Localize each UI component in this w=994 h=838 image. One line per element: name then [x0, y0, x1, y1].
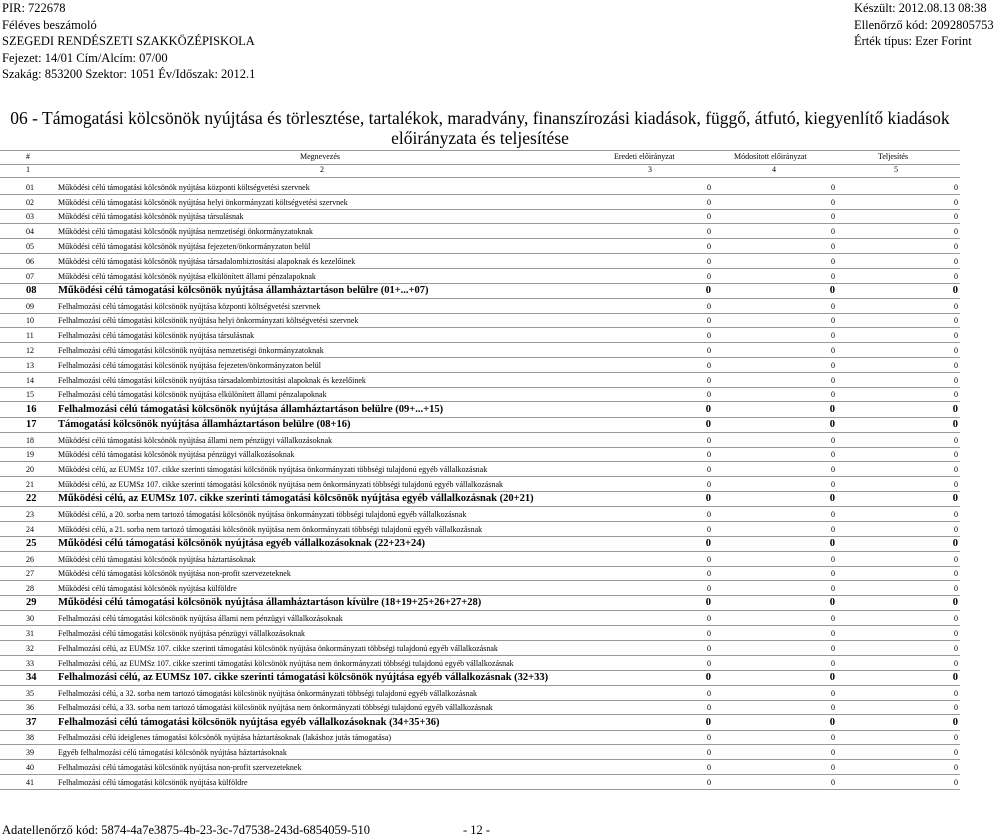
- row-name: Felhalmozási célú támogatási kölcsönök nyújtása társulásnak: [58, 331, 255, 341]
- table-row: [0, 567, 960, 582]
- report-title-line-2: előirányzata és teljesítése: [391, 128, 569, 148]
- table-row: [0, 671, 960, 686]
- row-original-value: 0: [707, 777, 711, 787]
- row-modified-value: 0: [831, 614, 835, 624]
- row-number: 26: [26, 554, 34, 564]
- table-row: [0, 180, 960, 195]
- row-modified-value: 0: [831, 450, 835, 460]
- report-type: Féléves beszámoló: [2, 17, 97, 32]
- row-modified-value: 0: [831, 688, 835, 698]
- table-row: [0, 284, 960, 299]
- row-original-value: 0: [707, 748, 711, 758]
- row-name: Működési célú, az EUMSz 107. cikke szerinti támogatási kölcsönök nyújtása egyéb vállalkozásnak (20+21): [58, 493, 534, 505]
- row-modified-value: 0: [829, 403, 835, 415]
- row-name: Felhalmozási célú támogatási kölcsönök nyújtása állami nem pénzügyi vállalkozásoknak: [58, 614, 343, 624]
- report-title-line-1: 06 - Támogatási kölcsönök nyújtása és törlesztése, tartalékok, maradvány, finanszírozási kiadások, függő, átfutó, kiegyenlítő kiadások: [10, 108, 950, 128]
- row-number: 34: [26, 671, 37, 683]
- chapter-info: Fejezet: 14/01 Cím/Alcím: 07/00: [2, 50, 168, 65]
- row-original-value: 0: [705, 418, 711, 430]
- row-original-value: 0: [707, 584, 711, 594]
- row-original-value: 0: [707, 345, 711, 355]
- table-row: [0, 433, 960, 448]
- row-number: 39: [26, 748, 34, 758]
- row-original-value: 0: [707, 465, 711, 475]
- row-name: Működési célú, az EUMSz 107. cikke szerinti támogatási kölcsönök nyújtása nem önkormányzati többségi tulajdonú egyéb vállalkozásnak: [58, 479, 503, 489]
- header-line-2: [2, 17, 994, 34]
- row-original-value: 0: [707, 390, 711, 400]
- table-row: [0, 358, 960, 373]
- row-fulfilment-value: 0: [954, 331, 958, 341]
- row-fulfilment-value: 0: [954, 271, 958, 281]
- row-name: Működési célú támogatási kölcsönök nyújtása nemzetiségi önkormányzatoknak: [58, 227, 314, 237]
- row-fulfilment-value: 0: [954, 227, 958, 237]
- row-number: 22: [26, 493, 37, 505]
- row-fulfilment-value: 0: [954, 375, 958, 385]
- row-modified-value: 0: [831, 241, 835, 251]
- row-fulfilment-value: 0: [954, 316, 958, 326]
- row-original-value: 0: [707, 554, 711, 564]
- row-name: Működési célú támogatási kölcsönök nyújtása központi költségvetési szervnek: [58, 182, 310, 192]
- row-fulfilment-value: 0: [954, 658, 958, 668]
- row-fulfilment-value: 0: [954, 688, 958, 698]
- row-original-value: 0: [707, 643, 711, 653]
- row-original-value: 0: [707, 256, 711, 266]
- table-row: [0, 611, 960, 626]
- row-name: Felhalmozási célú, az EUMSz 107. cikke szerinti támogatási kölcsönök nyújtása nem önkormányzati többségi tulajdonú egyéb vállalkozásnak: [58, 658, 514, 668]
- row-modified-value: 0: [829, 537, 835, 549]
- row-modified-value: 0: [831, 777, 835, 787]
- row-number: 23: [26, 509, 34, 519]
- row-number: 20: [26, 465, 34, 475]
- row-fulfilment-value: 0: [954, 241, 958, 251]
- row-number: 21: [26, 479, 34, 489]
- row-modified-value: 0: [831, 331, 835, 341]
- row-fulfilment-value: 0: [954, 643, 958, 653]
- column-header-row: [0, 150, 960, 165]
- report-title: [0, 108, 960, 148]
- table-row: [0, 596, 960, 611]
- row-fulfilment-value: 0: [954, 360, 958, 370]
- row-modified-value: 0: [831, 524, 835, 534]
- col-header-modified: Módosított előirányzat: [734, 152, 807, 161]
- column-number-row: [0, 164, 960, 178]
- row-fulfilment-value: 0: [952, 671, 958, 683]
- table-row: [0, 388, 960, 403]
- row-original-value: 0: [707, 316, 711, 326]
- table-row: [0, 656, 960, 671]
- row-modified-value: 0: [831, 584, 835, 594]
- row-original-value: 0: [705, 597, 711, 609]
- row-modified-value: 0: [831, 316, 835, 326]
- col-header-number: #: [26, 152, 30, 161]
- row-number: 24: [26, 524, 34, 534]
- row-number: 11: [26, 331, 34, 341]
- row-fulfilment-value: 0: [952, 716, 958, 728]
- row-original-value: 0: [707, 271, 711, 281]
- row-fulfilment-value: 0: [952, 597, 958, 609]
- row-fulfilment-value: 0: [954, 554, 958, 564]
- row-fulfilment-value: 0: [952, 403, 958, 415]
- row-name: Egyéb felhalmozási célú támogatási kölcsönök nyújtása háztartásoknak: [58, 748, 287, 758]
- row-fulfilment-value: 0: [954, 733, 958, 743]
- row-modified-value: 0: [831, 345, 835, 355]
- row-modified-value: 0: [829, 671, 835, 683]
- col-header-name: Megnevezés: [300, 152, 340, 161]
- row-fulfilment-value: 0: [954, 256, 958, 266]
- col-number-4: 4: [772, 165, 776, 174]
- row-original-value: 0: [707, 375, 711, 385]
- row-name: Működési célú támogatási kölcsönök nyújtása egyéb vállalkozásoknak (22+23+24): [58, 537, 425, 549]
- pir-label: PIR: 722678: [2, 1, 66, 15]
- row-name: Felhalmozási célú támogatási kölcsönök nyújtása társadalombiztosítási alapoknak és kezelőinek: [58, 375, 366, 385]
- row-number: 09: [26, 301, 34, 311]
- header-line-4: [2, 50, 958, 67]
- row-original-value: 0: [707, 197, 711, 207]
- row-modified-value: 0: [831, 375, 835, 385]
- row-original-value: 0: [707, 227, 711, 237]
- row-modified-value: 0: [831, 643, 835, 653]
- row-name: Felhalmozási célú, a 32. sorba nem tartozó támogatási kölcsönök nyújtása önkormányzati többségi tulajdonú egyéb vállalkozásnak: [58, 688, 477, 698]
- table-row: [0, 418, 960, 433]
- table-row: [0, 731, 960, 746]
- table-row: [0, 448, 960, 463]
- row-number: 36: [26, 703, 34, 713]
- row-name: Működési célú támogatási kölcsönök nyújtása államháztartáson kívülre (18+19+25+26+27+28): [58, 597, 482, 609]
- row-modified-value: 0: [831, 569, 835, 579]
- row-number: 32: [26, 643, 34, 653]
- row-name: Működési célú támogatási kölcsönök nyújtása társadalombiztosítási alapoknak és kezelőinek: [58, 256, 356, 266]
- row-original-value: 0: [707, 450, 711, 460]
- row-name: Felhalmozási célú, a 33. sorba nem tartozó támogatási kölcsönök nyújtása nem önkormányzati többségi tulajdonú egyéb vállalkozásnak: [58, 703, 493, 713]
- row-name: Működési célú támogatási kölcsönök nyújtása társulásnak: [58, 212, 244, 222]
- table-row: [0, 477, 960, 492]
- row-name: Működési célú támogatási kölcsönök nyújtása pénzügyi vállalkozásoknak: [58, 450, 295, 460]
- header-line-3: [2, 33, 972, 50]
- table-row: [0, 492, 960, 507]
- table-row: [0, 507, 960, 522]
- row-number: 28: [26, 584, 34, 594]
- table-row: [0, 626, 960, 641]
- row-original-value: 0: [707, 435, 711, 445]
- row-number: 37: [26, 716, 37, 728]
- row-original-value: 0: [705, 537, 711, 549]
- table-row: [0, 686, 960, 701]
- row-number: 12: [26, 345, 34, 355]
- row-original-value: 0: [705, 716, 711, 728]
- row-original-value: 0: [707, 182, 711, 192]
- row-number: 06: [26, 256, 34, 266]
- row-name: Működési célú támogatási kölcsönök nyújtása államháztartáson belülre (01+...+07): [58, 284, 429, 296]
- row-fulfilment-value: 0: [952, 418, 958, 430]
- row-name: Támogatási kölcsönök nyújtása államháztartáson belülre (08+16): [58, 418, 351, 430]
- institution-name: SZEGEDI RENDÉSZETI SZAKKÖZÉPISKOLA: [2, 34, 255, 48]
- col-number-1: 1: [26, 165, 30, 174]
- row-number: 25: [26, 537, 37, 549]
- row-number: 17: [26, 418, 37, 430]
- col-header-original: Eredeti előirányzat: [614, 152, 675, 161]
- row-name: Működési célú támogatási kölcsönök nyújtása helyi önkormányzati költségvetési szervnek: [58, 197, 348, 207]
- row-name: Felhalmozási célú támogatási kölcsönök nyújtása külföldre: [58, 777, 248, 787]
- row-modified-value: 0: [829, 493, 835, 505]
- row-fulfilment-value: 0: [954, 345, 958, 355]
- col-number-5: 5: [894, 165, 898, 174]
- row-number: 15: [26, 390, 34, 400]
- table-row: [0, 522, 960, 537]
- table-row: [0, 224, 960, 239]
- report-footer: [2, 823, 958, 838]
- row-number: 03: [26, 212, 34, 222]
- row-name: Működési célú támogatási kölcsönök nyújtása állami nem pénzügyi vállalkozásoknak: [58, 435, 333, 445]
- row-fulfilment-value: 0: [954, 777, 958, 787]
- table-row: [0, 210, 960, 225]
- row-number: 08: [26, 284, 37, 296]
- row-fulfilment-value: 0: [954, 763, 958, 772]
- table-row: [0, 343, 960, 358]
- row-original-value: 0: [707, 763, 711, 772]
- row-modified-value: 0: [831, 465, 835, 475]
- row-number: 16: [26, 403, 37, 415]
- row-fulfilment-value: 0: [954, 569, 958, 579]
- row-number: 02: [26, 197, 34, 207]
- row-name: Felhalmozási célú, az EUMSz 107. cikke szerinti támogatási kölcsönök nyújtása önkormányzati többségi tulajdonú egyéb vállalkozásnak: [58, 643, 498, 653]
- row-fulfilment-value: 0: [954, 390, 958, 400]
- value-unit: Érték típus: Ezer Forint: [854, 34, 972, 48]
- row-original-value: 0: [707, 524, 711, 534]
- row-modified-value: 0: [829, 597, 835, 609]
- row-modified-value: 0: [831, 360, 835, 370]
- row-number: 07: [26, 271, 34, 281]
- row-original-value: 0: [707, 658, 711, 668]
- table-row: [0, 552, 960, 567]
- row-fulfilment-value: 0: [954, 509, 958, 519]
- row-number: 27: [26, 569, 34, 579]
- check-code: Ellenőrző kód: 2092805753: [854, 17, 994, 32]
- table-row: [0, 239, 960, 254]
- row-fulfilment-value: 0: [954, 479, 958, 489]
- table-row: [0, 581, 960, 596]
- table-row: [0, 537, 960, 552]
- page-number: - 12 -: [463, 823, 491, 837]
- row-fulfilment-value: 0: [954, 748, 958, 758]
- row-fulfilment-value: 0: [954, 614, 958, 624]
- row-original-value: 0: [707, 569, 711, 579]
- row-number: 05: [26, 241, 34, 251]
- row-modified-value: 0: [831, 554, 835, 564]
- table-row: [0, 745, 960, 760]
- row-modified-value: 0: [831, 197, 835, 207]
- col-number-2: 2: [320, 165, 324, 174]
- row-name: Felhalmozási célú támogatási kölcsönök nyújtása helyi önkormányzati költségvetési szervnek: [58, 316, 359, 326]
- row-fulfilment-value: 0: [954, 212, 958, 222]
- table-row: [0, 641, 960, 656]
- row-number: 35: [26, 688, 34, 698]
- table-row: [0, 715, 960, 730]
- table-row: [0, 328, 960, 343]
- row-number: 18: [26, 435, 34, 445]
- row-name: Felhalmozási célú támogatási kölcsönök nyújtása egyéb vállalkozásoknak (34+35+36): [58, 716, 440, 728]
- header-line-5: [2, 66, 958, 83]
- row-modified-value: 0: [831, 629, 835, 639]
- row-original-value: 0: [705, 403, 711, 415]
- sector-info: Szakág: 853200 Szektor: 1051 Év/Időszak: 2012.1: [2, 67, 256, 81]
- table-row: [0, 701, 960, 716]
- row-fulfilment-value: 0: [952, 493, 958, 505]
- row-name: Működési célú támogatási kölcsönök nyújtása külföldre: [58, 584, 237, 594]
- row-fulfilment-value: 0: [952, 284, 958, 296]
- created-timestamp: Készült: 2012.08.13 08:38: [854, 1, 987, 15]
- row-fulfilment-value: 0: [954, 703, 958, 713]
- row-modified-value: 0: [831, 748, 835, 758]
- col-number-3: 3: [648, 165, 652, 174]
- row-name: Felhalmozási célú támogatási kölcsönök nyújtása fejezeten/önkormányzaton belül: [58, 360, 322, 370]
- table-row: [0, 402, 960, 417]
- row-name: Felhalmozási célú támogatási kölcsönök nyújtása elkülönített állami pénzalapoknak: [58, 390, 327, 400]
- table-row: [0, 269, 960, 284]
- row-number: 31: [26, 629, 34, 639]
- row-number: 01: [26, 182, 34, 192]
- row-name: Működési célú támogatási kölcsönök nyújtása fejezeten/önkormányzaton belül: [58, 241, 311, 251]
- row-name: Felhalmozási célú támogatási kölcsönök nyújtása nemzetiségi önkormányzatoknak: [58, 345, 324, 355]
- row-original-value: 0: [707, 509, 711, 519]
- row-modified-value: 0: [831, 227, 835, 237]
- table-row: [0, 195, 960, 210]
- row-fulfilment-value: 0: [954, 197, 958, 207]
- row-original-value: 0: [707, 703, 711, 713]
- row-number: 04: [26, 227, 34, 237]
- table-row: [0, 373, 960, 388]
- row-modified-value: 0: [831, 703, 835, 713]
- row-original-value: 0: [705, 493, 711, 505]
- row-number: 29: [26, 597, 37, 609]
- row-original-value: 0: [707, 688, 711, 698]
- row-fulfilment-value: 0: [954, 182, 958, 192]
- table-row: [0, 254, 960, 269]
- header-line-1: [2, 0, 987, 17]
- data-table: [0, 180, 960, 790]
- row-number: 40: [26, 763, 34, 772]
- row-fulfilment-value: 0: [954, 435, 958, 445]
- row-modified-value: 0: [831, 271, 835, 281]
- table-row: [0, 775, 960, 790]
- row-original-value: 0: [707, 360, 711, 370]
- row-original-value: 0: [707, 331, 711, 341]
- row-modified-value: 0: [829, 716, 835, 728]
- row-modified-value: 0: [831, 763, 835, 772]
- row-name: Felhalmozási célú támogatási kölcsönök nyújtása pénzügyi vállalkozásoknak: [58, 629, 306, 639]
- row-modified-value: 0: [831, 658, 835, 668]
- row-fulfilment-value: 0: [954, 524, 958, 534]
- row-name: Működési célú támogatási kölcsönök nyújtása elkülönített állami pénzalapoknak: [58, 271, 316, 281]
- table-row: [0, 299, 960, 314]
- row-number: 41: [26, 777, 34, 787]
- row-fulfilment-value: 0: [954, 629, 958, 639]
- row-modified-value: 0: [829, 284, 835, 296]
- row-original-value: 0: [707, 241, 711, 251]
- table-row: [0, 760, 960, 775]
- row-modified-value: 0: [829, 418, 835, 430]
- row-original-value: 0: [705, 671, 711, 683]
- row-number: 13: [26, 360, 34, 370]
- row-number: 33: [26, 658, 34, 668]
- row-modified-value: 0: [831, 479, 835, 489]
- row-number: 30: [26, 614, 34, 624]
- row-name: Felhalmozási célú támogatási kölcsönök nyújtása non-profit szervezeteknek: [58, 763, 302, 772]
- row-name: Felhalmozási célú támogatási kölcsönök nyújtása központi költségvetési szervnek: [58, 301, 321, 311]
- row-name: Működési célú, az EUMSz 107. cikke szerinti támogatási kölcsönök nyújtása önkormányzati többségi tulajdonú egyéb vállalkozásnak: [58, 465, 488, 475]
- table-row: [0, 314, 960, 329]
- report-header: [2, 0, 994, 83]
- row-modified-value: 0: [831, 301, 835, 311]
- row-original-value: 0: [707, 614, 711, 624]
- row-original-value: 0: [707, 629, 711, 639]
- row-modified-value: 0: [831, 212, 835, 222]
- row-modified-value: 0: [831, 256, 835, 266]
- row-original-value: 0: [705, 284, 711, 296]
- table-row: [0, 462, 960, 477]
- row-fulfilment-value: 0: [954, 301, 958, 311]
- row-number: 19: [26, 450, 34, 460]
- row-modified-value: 0: [831, 182, 835, 192]
- row-number: 38: [26, 733, 34, 743]
- row-modified-value: 0: [831, 390, 835, 400]
- row-modified-value: 0: [831, 733, 835, 743]
- row-fulfilment-value: 0: [954, 465, 958, 475]
- row-name: Működési célú, a 21. sorba nem tartozó támogatási kölcsönök nyújtása nem önkormányzati többségi tulajdonú egyéb vállalkozásnak: [58, 524, 483, 534]
- data-check-code: Adatellenőrző kód: 5874-4a7e3875-4b-23-3c-7d7538-243d-6854059-510: [2, 823, 370, 837]
- row-original-value: 0: [707, 733, 711, 743]
- row-fulfilment-value: 0: [954, 450, 958, 460]
- row-original-value: 0: [707, 479, 711, 489]
- row-name: Felhalmozási célú támogatási kölcsönök nyújtása államháztartáson belülre (09+...+15): [58, 403, 444, 415]
- row-name: Működési célú, a 20. sorba nem tartozó támogatási kölcsönök nyújtása önkormányzati többségi tulajdonú egyéb vállalkozásnak: [58, 509, 467, 519]
- row-name: Működési célú támogatási kölcsönök nyújtása non-profit szervezeteknek: [58, 569, 291, 579]
- row-fulfilment-value: 0: [954, 584, 958, 594]
- row-name: Felhalmozási célú ideiglenes támogatási kölcsönök nyújtása háztartásoknak (lakáshoz jutás támogatása): [58, 733, 392, 743]
- row-modified-value: 0: [831, 435, 835, 445]
- row-name: Felhalmozási célú, az EUMSz 107. cikke szerinti támogatási kölcsönök nyújtása egyéb vállalkozásnak (32+33): [58, 671, 549, 683]
- row-original-value: 0: [707, 301, 711, 311]
- row-modified-value: 0: [831, 509, 835, 519]
- col-header-fulfilment: Teljesítés: [878, 152, 909, 161]
- row-number: 14: [26, 375, 34, 385]
- row-fulfilment-value: 0: [952, 537, 958, 549]
- row-original-value: 0: [707, 212, 711, 222]
- row-name: Működési célú támogatási kölcsönök nyújtása háztartásoknak: [58, 554, 256, 564]
- row-number: 10: [26, 316, 34, 326]
